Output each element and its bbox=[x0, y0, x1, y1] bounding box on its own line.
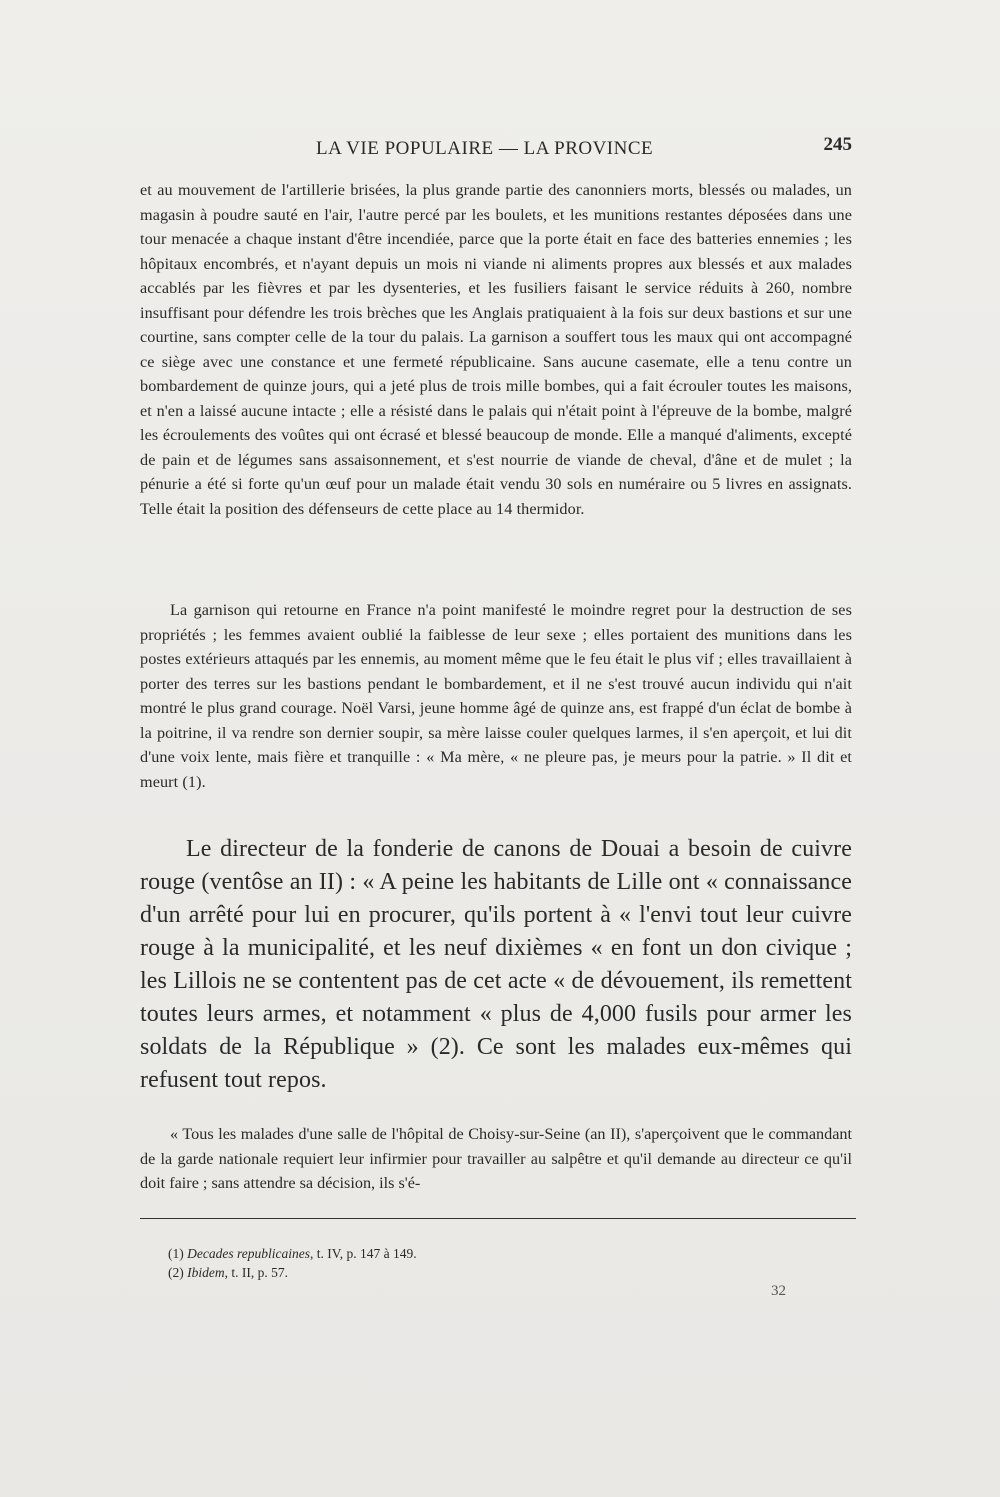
footnote-detail: , t. IV, p. 147 à 149. bbox=[309, 1246, 417, 1261]
text-block-garrison bbox=[140, 598, 852, 794]
footnote-source: Ibidem bbox=[187, 1265, 225, 1280]
text-block-choisy bbox=[140, 1122, 852, 1196]
paragraph-douai: Le directeur de la fonderie de canons de Douai a besoin de cuivre rouge (ventôse an II) : « A peine les habitants de Lille ont « connaissance d'un arrêté pour lui en procurer, qu'ils portent à « l'envi tout leur cuivre rouge à la municipalité, et les neuf dixièmes « en font un don civique ; les Lillois ne se contentent pas de cet acte « de dévouement, ils remettent toutes leurs armes, et notamment « plus de 4,000 fusils pour armer les soldats de la République » (2). Ce sont les malades eux-mêmes qui refusent tout repos. bbox=[140, 836, 852, 1093]
footnote-source: Decades republicaines bbox=[187, 1246, 310, 1261]
footnote-marker: (2) bbox=[168, 1265, 184, 1280]
paragraph-choisy: « Tous les malades d'une salle de l'hôpital de Choisy-sur-Seine (an II), s'aperçoivent que le commandant de la garde nationale requiert leur infirmier pour travailler au salpêtre et qu'il demande au directeur ce qu'il doit faire ; sans attendre sa décision, ils s'é- bbox=[140, 1125, 852, 1192]
running-title: LA VIE POPULAIRE — LA PROVINCE bbox=[316, 138, 654, 159]
signature-mark: 32 bbox=[771, 1283, 786, 1299]
footnote-detail: , t. II, p. 57. bbox=[224, 1265, 288, 1280]
page-number: 245 bbox=[823, 134, 852, 155]
footnotes bbox=[168, 1244, 417, 1282]
paragraph-garrison: La garnison qui retourne en France n'a point manifesté le moindre regret pour la destruction de ses propriétés ; les femmes avaient oublié la faiblesse de leur sexe ; elles portaient des munitions dans les postes extérieurs attaqués par les ennemis, au moment même que le feu était le plus vif ; elles travaillaient à porter des terres sur les bastions pendant le bombardement, et il ne s'est trouvé aucun individu qui n'ait montré le plus grand courage. Noël Varsi, jeune homme âgé de quinze ans, est frappé d'un éclat de bombe à la poitrine, il va rendre son dernier soupir, sa mère laisse couler quelques larmes, il s'en aperçoit, et lui dit d'une voix lente, mais fière et tranquille : « Ma mère, « ne pleure pas, je meurs pour la patrie. » Il dit et meurt (1). bbox=[140, 601, 852, 791]
footnote-divider bbox=[140, 1218, 856, 1219]
text-block-siege bbox=[140, 178, 852, 521]
footnote-1 bbox=[168, 1244, 417, 1263]
text-block-douai bbox=[140, 833, 852, 1097]
running-header bbox=[140, 132, 852, 162]
paragraph-siege: et au mouvement de l'artillerie brisées, la plus grande partie des canonniers morts, blessés ou malades, un magasin à poudre sauté en l'air, l'autre percé par les boulets, et les munitions restantes déposées dans une tour menacée a chaque instant d'être incendiée, parce que la porte était en face des batteries ennemies ; les hôpitaux encombrés, et n'ayant depuis un mois ni viande ni aliments propres aux blessés et aux malades accablés par les fièvres et par les dysenteries, et les fusiliers faisant le service réduits à 260, nombre insuffisant pour défendre les trois brèches que les Anglais pratiquaient à la fois sur deux bastions et sur une courtine, sans compter celle de la tour du palais. La garnison a souffert tous les maux qui ont accompagné ce siège avec une constance et une fermeté républicaine. Sans aucune casemate, elle a tenu contre un bombardement de quinze jours, qui a jeté plus de trois mille bombes, qui a fait écrouler toutes les maisons, et n'en a laissé aucune intacte ; elle a résisté dans le palais qui n'était point à l'épreuve de la bombe, malgré les écroulements des voûtes qui ont écrasé et blessé beaucoup de monde. Elle a manqué d'aliments, excepté de pain et de légumes sans assaisonnement, et s'est nourrie de viande de cheval, d'âne et de mulet ; la pénurie a été si forte qu'un œuf pour un malade était vendu 30 sols en numéraire ou 5 livres en assignats. Telle était la position des défenseurs de cette place au 14 thermidor. bbox=[140, 181, 852, 518]
footnote-2 bbox=[168, 1263, 417, 1282]
footnote-marker: (1) bbox=[168, 1246, 184, 1261]
